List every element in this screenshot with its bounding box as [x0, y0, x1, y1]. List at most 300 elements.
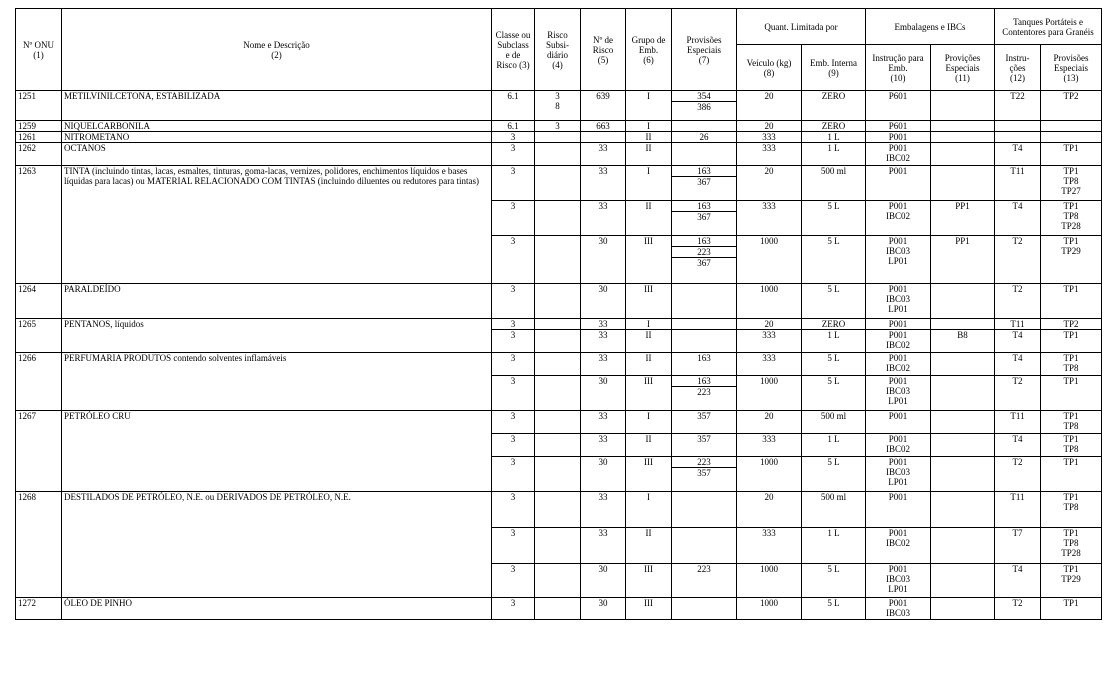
cell-line: IBC03: [886, 386, 911, 396]
packing-group-cell: III: [626, 376, 672, 411]
subsidiary-risk-cell: [535, 411, 581, 434]
name-description-cell: ÓLEO DE PINHO: [62, 598, 492, 620]
cell-line: LP01: [888, 396, 908, 406]
risk-number-cell: 33: [581, 319, 626, 330]
cell-line: TP27: [1061, 186, 1081, 196]
tank-instruction-cell: [995, 121, 1041, 132]
packaging-provisions-cell: [931, 330, 995, 353]
cell-line: P001: [888, 236, 908, 246]
packing-group-cell: II: [626, 434, 672, 457]
special-provision-code: 223: [697, 387, 711, 397]
tank-instruction-cell: [995, 492, 1041, 528]
header-name: [62, 9, 492, 91]
cell-line: T22: [1010, 91, 1025, 101]
name-description-cell: PARALDEÍDO: [62, 284, 492, 319]
vehicle-limit-cell: 20: [737, 411, 802, 434]
cell-line: IBC03: [886, 246, 911, 256]
class-cell: 3: [492, 284, 535, 319]
cell-line: T2: [1012, 236, 1023, 246]
special-provision-code: 163: [672, 166, 736, 177]
class-cell: 6.1: [492, 91, 535, 121]
un-number-cell: 1251: [16, 91, 62, 121]
header-onu: [16, 9, 62, 91]
inner-packaging-cell: 5 L: [802, 236, 866, 284]
header-text-line: Provições: [944, 52, 981, 63]
cell-line: TP2: [1063, 319, 1079, 329]
packing-group-cell: I: [626, 411, 672, 434]
cell-line: TP1: [1063, 564, 1079, 574]
vehicle-limit-cell: 1000: [737, 376, 802, 411]
cell-line: P001: [888, 166, 908, 176]
inner-packaging-cell: 1 L: [802, 434, 866, 457]
header-text-line: Grupo de: [631, 34, 666, 45]
tank-provisions-cell: [1041, 143, 1102, 166]
packaging-provisions-cell: [931, 319, 995, 330]
tank-instruction-cell: [995, 201, 1041, 236]
vehicle-limit-cell: 1000: [737, 236, 802, 284]
name-description-cell: PENTANOS, líquidos: [62, 319, 492, 353]
cell-line: TP8: [1063, 538, 1079, 548]
risk-number-cell: 639: [581, 91, 626, 121]
tank-provisions-cell: [1041, 319, 1102, 330]
packing-group-cell: II: [626, 201, 672, 236]
header-text-line: Emb.: [638, 44, 659, 55]
packing-instruction-cell: [866, 376, 931, 411]
packing-instruction-cell: [866, 353, 931, 376]
header-text-line: Emb.: [888, 62, 908, 73]
header-text-line: Nome e Descrição: [243, 39, 310, 50]
header-text-line: Veículo (kg): [746, 57, 792, 68]
special-provisions-cell: [672, 376, 737, 411]
tank-provisions-cell: [1041, 132, 1102, 143]
packaging-provisions-cell: [931, 492, 995, 528]
tank-provisions-cell: [1041, 236, 1102, 284]
tank-provisions-cell: [1041, 434, 1102, 457]
class-cell: 3: [492, 492, 535, 528]
cell-line: P601: [888, 121, 908, 131]
subsidiary-risk-cell: [535, 434, 581, 457]
inner-packaging-cell: 5 L: [802, 598, 866, 620]
vehicle-limit-cell: 333: [737, 330, 802, 353]
risk-number-cell: 30: [581, 236, 626, 284]
vehicle-limit-cell: 20: [737, 121, 802, 132]
packing-instruction-cell: [866, 201, 931, 236]
subsidiary-risk-cell: [535, 143, 581, 166]
cell-line: T11: [1010, 411, 1025, 421]
inner-packaging-cell: 500 ml: [802, 492, 866, 528]
inner-packaging-cell: 5 L: [802, 564, 866, 598]
vehicle-limit-cell: 333: [737, 434, 802, 457]
special-provisions-cell: [672, 353, 737, 376]
inner-packaging-cell: 5 L: [802, 284, 866, 319]
header-text-line: Risco: [592, 44, 614, 55]
vehicle-limit-cell: 1000: [737, 457, 802, 492]
cell-line: IBC02: [886, 340, 911, 350]
tank-provisions-cell: [1041, 330, 1102, 353]
subsidiary-risk-cell: [535, 457, 581, 492]
cell-line: LP01: [888, 256, 908, 266]
class-cell: 3: [492, 166, 535, 201]
risk-number-cell: 33: [581, 201, 626, 236]
cell-line: P001: [888, 201, 908, 211]
risk-number-cell: 33: [581, 166, 626, 201]
vehicle-limit-cell: 333: [737, 353, 802, 376]
risk-number-cell: 30: [581, 376, 626, 411]
packaging-provisions-cell: [931, 91, 995, 121]
header-text-line: (1): [33, 49, 44, 60]
cell-line: P001: [888, 564, 908, 574]
inner-packaging-cell: ZERO: [802, 91, 866, 121]
packing-group-cell: I: [626, 121, 672, 132]
header-text-line: Emb. Interna: [810, 57, 857, 68]
packing-instruction-cell: [866, 319, 931, 330]
header-text-line: Risco (3): [496, 59, 530, 70]
cell-line: IBC03: [886, 574, 911, 584]
special-provision-code: 357: [697, 411, 711, 421]
subsidiary-risk-cell: [535, 353, 581, 376]
dangerous-goods-table: [15, 8, 1102, 620]
cell-line: TP1: [1063, 284, 1079, 294]
cell-line: P001: [888, 143, 908, 153]
name-description-cell: NIQUELCARBONILA: [62, 121, 492, 132]
tank-provisions-cell: [1041, 457, 1102, 492]
name-description-cell: NITROMETANO: [62, 132, 492, 143]
special-provisions-cell: [672, 564, 737, 598]
risk-number-cell: 30: [581, 564, 626, 598]
special-provisions-cell: [672, 457, 737, 492]
header-text-line: (12): [1010, 72, 1026, 83]
class-cell: 3: [492, 564, 535, 598]
class-cell: 3: [492, 143, 535, 166]
packaging-provisions-cell: [931, 201, 995, 236]
cell-line: TP1: [1063, 330, 1079, 340]
cell-line: TP1: [1063, 598, 1079, 608]
cell-line: TP1: [1063, 143, 1079, 153]
cell-line: IBC02: [886, 211, 911, 221]
cell-line: P601: [888, 91, 908, 101]
risk-number-cell: 33: [581, 353, 626, 376]
cell-line: TP28: [1061, 221, 1081, 231]
cell-line: P001: [888, 284, 908, 294]
un-number-cell: 1266: [16, 353, 62, 411]
header-text-line: Provisões: [1053, 52, 1089, 63]
vehicle-limit-cell: 20: [737, 91, 802, 121]
name-description-cell: TINTA (incluindo tintas, lacas, esmaltes, tinturas, goma-lacas, vernizes, polidores, enchimentos líquidos e bases líquidas para lacas) ou MATERIAL RELACIONADO COM TINTAS (incluindo diluentes ou redutores para tintas): [62, 166, 492, 284]
packaging-provisions-cell: [931, 376, 995, 411]
header-text-line: ções: [1009, 62, 1026, 73]
cell-line: T11: [1010, 492, 1025, 502]
vehicle-limit-cell: 333: [737, 201, 802, 236]
packaging-provisions-cell: [931, 434, 995, 457]
packing-instruction-cell: [866, 564, 931, 598]
packing-instruction-cell: [866, 492, 931, 528]
header-text-line: (9): [828, 67, 839, 78]
cell-line: P001: [888, 319, 908, 329]
packing-group-cell: II: [626, 143, 672, 166]
header-text-line: (13): [1063, 72, 1079, 83]
tank-provisions-cell: [1041, 411, 1102, 434]
vehicle-limit-cell: 333: [737, 132, 802, 143]
un-number-cell: 1259: [16, 121, 62, 132]
risk-number-cell: 33: [581, 143, 626, 166]
tank-provisions-cell: [1041, 564, 1102, 598]
table-row: [16, 598, 1102, 620]
cell-line: PP1: [955, 201, 970, 211]
cell-line: TP8: [1063, 444, 1079, 454]
tank-instruction-cell: [995, 143, 1041, 166]
un-number-cell: 1265: [16, 319, 62, 353]
cell-line: 3: [555, 91, 560, 101]
packing-group-cell: I: [626, 166, 672, 201]
cell-line: T4: [1012, 564, 1023, 574]
cell-line: TP8: [1063, 421, 1079, 431]
cell-line: T2: [1012, 457, 1023, 467]
cell-line: P001: [888, 434, 908, 444]
header-tank-instructions: [995, 45, 1041, 91]
special-provisions-cell: [672, 598, 737, 620]
risk-number-cell: 33: [581, 492, 626, 528]
header-risk-number: [581, 9, 626, 91]
table-row: [16, 284, 1102, 319]
packing-group-cell: II: [626, 353, 672, 376]
un-number-cell: 1268: [16, 492, 62, 598]
vehicle-limit-cell: 333: [737, 528, 802, 564]
packaging-provisions-cell: [931, 121, 995, 132]
tank-instruction-cell: [995, 353, 1041, 376]
table-row: [16, 353, 1102, 376]
special-provisions-cell: [672, 143, 737, 166]
tank-instruction-cell: [995, 319, 1041, 330]
cell-line: LP01: [888, 584, 908, 594]
packaging-provisions-cell: [931, 457, 995, 492]
subsidiary-risk-cell: [535, 492, 581, 528]
header-text-line: (10): [890, 72, 906, 83]
tank-provisions-cell: [1041, 284, 1102, 319]
packing-instruction-cell: [866, 132, 931, 143]
special-provision-code: 163: [672, 201, 736, 212]
cell-line: TP1: [1063, 376, 1079, 386]
special-provisions-cell: [672, 236, 737, 284]
header-packaging-provisions: [931, 45, 995, 91]
tank-instruction-cell: [995, 434, 1041, 457]
header-text-line: Risco: [547, 29, 568, 40]
cell-line: TP8: [1063, 176, 1079, 186]
tank-provisions-cell: [1041, 91, 1102, 121]
risk-number-cell: 30: [581, 598, 626, 620]
subsidiary-risk-cell: [535, 319, 581, 330]
un-number-cell: 1264: [16, 284, 62, 319]
cell-line: T11: [1010, 166, 1025, 176]
cell-line: IBC02: [886, 363, 911, 373]
cell-line: P001: [888, 411, 908, 421]
header-text-line: (2): [271, 49, 282, 60]
tank-provisions-cell: [1041, 376, 1102, 411]
packaging-provisions-cell: [931, 564, 995, 598]
tank-instruction-cell: [995, 528, 1041, 564]
table-row: [16, 143, 1102, 166]
packing-group-cell: I: [626, 492, 672, 528]
cell-line: PP1: [955, 236, 970, 246]
risk-number-cell: [581, 132, 626, 143]
subsidiary-risk-cell: [535, 528, 581, 564]
cell-line: 8: [555, 101, 560, 111]
header-subsidiary-risk: [535, 9, 581, 91]
cell-line: IBC03: [886, 294, 911, 304]
cell-line: TP29: [1061, 246, 1081, 256]
table-body: [16, 91, 1102, 620]
packaging-provisions-cell: [931, 284, 995, 319]
cell-line: TP1: [1063, 528, 1079, 538]
special-provisions-cell: [672, 121, 737, 132]
subsidiary-risk-cell: [535, 376, 581, 411]
subsidiary-risk-cell: [535, 598, 581, 620]
subsidiary-risk-cell: [535, 166, 581, 201]
un-number-cell: 1261: [16, 132, 62, 143]
tank-provisions-cell: [1041, 166, 1102, 201]
special-provision-code: 367: [697, 212, 711, 222]
cell-line: T7: [1012, 528, 1023, 538]
packing-instruction-cell: [866, 143, 931, 166]
special-provision-code: 357: [697, 468, 711, 478]
special-provision-code: 26: [699, 132, 709, 142]
cell-line: TP1: [1063, 236, 1079, 246]
un-number-cell: 1262: [16, 143, 62, 166]
dangerous-goods-table-page: [15, 8, 1101, 620]
header-packing-group: [626, 9, 672, 91]
special-provision-code: 354: [672, 91, 736, 102]
inner-packaging-cell: ZERO: [802, 319, 866, 330]
special-provisions-cell: [672, 319, 737, 330]
un-number-cell: 1267: [16, 411, 62, 492]
tank-instruction-cell: [995, 236, 1041, 284]
name-description-cell: METILVINILCETONA, ESTABILIZADA: [62, 91, 492, 121]
packing-group-cell: III: [626, 284, 672, 319]
cell-line: IBC03: [886, 467, 911, 477]
vehicle-limit-cell: 1000: [737, 564, 802, 598]
risk-number-cell: 30: [581, 284, 626, 319]
un-number-cell: 1263: [16, 166, 62, 284]
packing-instruction-cell: [866, 166, 931, 201]
tank-instruction-cell: [995, 330, 1041, 353]
cell-line: LP01: [888, 304, 908, 314]
class-cell: 3: [492, 236, 535, 284]
header-text-line: Provisões: [686, 34, 722, 45]
special-provisions-cell: [672, 330, 737, 353]
cell-line: B8: [957, 330, 968, 340]
packaging-provisions-cell: [931, 598, 995, 620]
packing-group-cell: II: [626, 330, 672, 353]
cell-line: T4: [1012, 434, 1023, 444]
risk-number-cell: 33: [581, 411, 626, 434]
cell-line: T2: [1012, 284, 1023, 294]
header-special-provisions: [672, 9, 737, 91]
class-cell: 3: [492, 201, 535, 236]
class-cell: 3: [492, 376, 535, 411]
packing-instruction-cell: [866, 434, 931, 457]
table-row: [16, 91, 1102, 121]
risk-number-cell: 33: [581, 434, 626, 457]
inner-packaging-cell: 500 ml: [802, 166, 866, 201]
tank-provisions-cell: [1041, 598, 1102, 620]
packaging-provisions-cell: [931, 411, 995, 434]
special-provision-code: 357: [697, 434, 711, 444]
class-cell: 3: [492, 528, 535, 564]
un-number-cell: 1272: [16, 598, 62, 620]
cell-line: IBC02: [886, 444, 911, 454]
packing-instruction-cell: [866, 528, 931, 564]
tank-instruction-cell: [995, 598, 1041, 620]
header-text-line: Instru-: [1005, 52, 1030, 63]
class-cell: 3: [492, 353, 535, 376]
tank-instruction-cell: [995, 564, 1041, 598]
special-provisions-cell: [672, 166, 737, 201]
cell-line: T4: [1012, 143, 1023, 153]
packing-instruction-cell: [866, 121, 931, 132]
subsidiary-risk-cell: [535, 330, 581, 353]
tank-provisions-cell: [1041, 353, 1102, 376]
packing-instruction-cell: [866, 411, 931, 434]
table-row: [16, 166, 1102, 201]
special-provision-code: 367: [697, 258, 711, 268]
tank-provisions-cell: [1041, 528, 1102, 564]
cell-line: T4: [1012, 353, 1023, 363]
packaging-provisions-cell: [931, 236, 995, 284]
packaging-provisions-cell: [931, 528, 995, 564]
cell-line: TP8: [1063, 502, 1079, 512]
table-row: [16, 411, 1102, 434]
packing-instruction-cell: [866, 284, 931, 319]
header-text-line: (6): [643, 54, 654, 65]
subsidiary-risk-cell: [535, 91, 581, 121]
class-cell: 3: [492, 434, 535, 457]
cell-line: P001: [888, 492, 908, 502]
special-provision-code: 386: [697, 102, 711, 112]
packing-group-cell: III: [626, 598, 672, 620]
risk-number-cell: 33: [581, 528, 626, 564]
packing-group-cell: II: [626, 132, 672, 143]
header-vehicle: [737, 45, 802, 91]
cell-line: IBC03: [886, 608, 911, 618]
cell-line: LP01: [888, 477, 908, 487]
special-provisions-cell: [672, 434, 737, 457]
tank-instruction-cell: [995, 376, 1041, 411]
cell-line: T11: [1010, 319, 1025, 329]
cell-line: TP29: [1061, 574, 1081, 584]
header-limited-quantity-group: Quant. Limitada por: [737, 9, 866, 45]
special-provisions-cell: [672, 132, 737, 143]
special-provision-code: 163: [672, 376, 736, 387]
packing-group-cell: II: [626, 528, 672, 564]
header-packaging-group: Embalagens e IBCs: [866, 9, 995, 45]
tank-provisions-cell: [1041, 201, 1102, 236]
inner-packaging-cell: 1 L: [802, 528, 866, 564]
cell-line: P001: [888, 457, 908, 467]
vehicle-limit-cell: 20: [737, 319, 802, 330]
cell-line: P001: [888, 598, 908, 608]
class-cell: 3: [492, 319, 535, 330]
header-text-line: Instrução para: [872, 52, 924, 63]
inner-packaging-cell: 5 L: [802, 457, 866, 492]
vehicle-limit-cell: 20: [737, 166, 802, 201]
table-row: [16, 319, 1102, 330]
cell-line: TP1: [1063, 166, 1079, 176]
inner-packaging-cell: 1 L: [802, 132, 866, 143]
class-cell: 3: [492, 598, 535, 620]
cell-line: 3: [555, 121, 560, 131]
table-row: [16, 132, 1102, 143]
subsidiary-risk-cell: [535, 201, 581, 236]
cell-line: IBC02: [886, 153, 911, 163]
